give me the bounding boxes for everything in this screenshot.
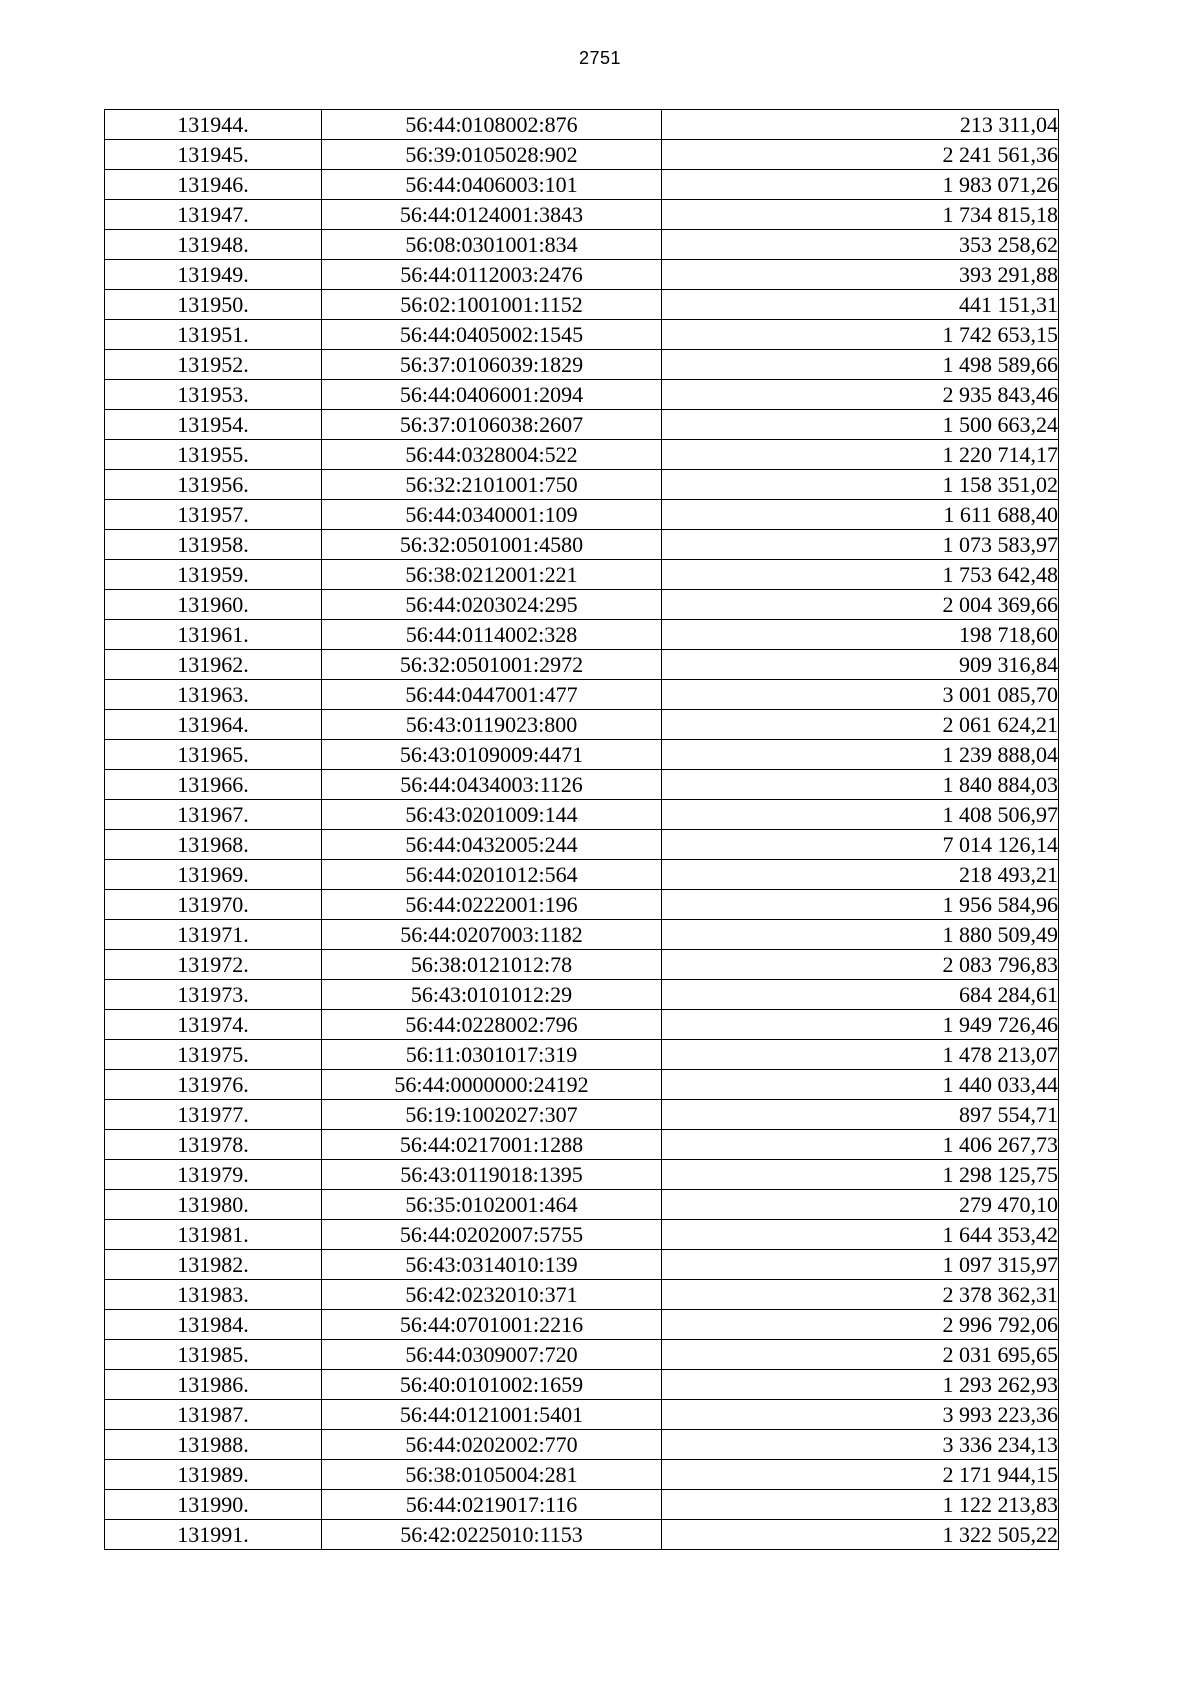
cadastral-number-cell: 56:37:0106038:2607 <box>322 410 662 440</box>
row-number-cell: 131965. <box>105 740 322 770</box>
page-number: 2751 <box>578 48 622 68</box>
cadastral-number-cell: 56:38:0212001:221 <box>322 560 662 590</box>
table-row <box>105 1010 1059 1040</box>
cadastral-value-cell: 2 241 561,36 <box>662 140 1059 170</box>
cadastral-number-cell: 56:44:0114002:328 <box>322 620 662 650</box>
table-row <box>105 590 1059 620</box>
table-row <box>105 980 1059 1010</box>
table-row <box>105 770 1059 800</box>
cadastral-number-cell: 56:44:0201012:564 <box>322 860 662 890</box>
row-number-cell: 131962. <box>105 650 322 680</box>
row-number-cell: 131989. <box>105 1460 322 1490</box>
cadastral-number-cell: 56:19:1002027:307 <box>322 1100 662 1130</box>
cadastral-value-cell: 1 440 033,44 <box>662 1070 1059 1100</box>
cadastral-number-cell: 56:44:0434003:1126 <box>322 770 662 800</box>
row-number-cell: 131956. <box>105 470 322 500</box>
cadastral-value-cell: 279 470,10 <box>662 1190 1059 1220</box>
cadastral-value-cell: 1 239 888,04 <box>662 740 1059 770</box>
row-number-cell: 131945. <box>105 140 322 170</box>
cadastral-value-cell: 1 983 071,26 <box>662 170 1059 200</box>
cadastral-number-cell: 56:02:1001001:1152 <box>322 290 662 320</box>
table-row <box>105 260 1059 290</box>
row-number-cell: 131968. <box>105 830 322 860</box>
cadastral-value-cell: 213 311,04 <box>662 110 1059 140</box>
cadastral-number-cell: 56:44:0112003:2476 <box>322 260 662 290</box>
cadastral-value-cell: 2 083 796,83 <box>662 950 1059 980</box>
row-number-cell: 131946. <box>105 170 322 200</box>
table-row <box>105 830 1059 860</box>
cadastral-value-cell: 684 284,61 <box>662 980 1059 1010</box>
table-row <box>105 1190 1059 1220</box>
cadastral-number-cell: 56:44:0219017:116 <box>322 1490 662 1520</box>
table-row <box>105 560 1059 590</box>
cadastral-value-cell: 2 061 624,21 <box>662 710 1059 740</box>
row-number-cell: 131986. <box>105 1370 322 1400</box>
table-row <box>105 170 1059 200</box>
table-row <box>105 890 1059 920</box>
cadastral-value-cell: 1 753 642,48 <box>662 560 1059 590</box>
cadastral-number-cell: 56:44:0000000:24192 <box>322 1070 662 1100</box>
row-number-cell: 131959. <box>105 560 322 590</box>
row-number-cell: 131952. <box>105 350 322 380</box>
cadastral-value-cell: 2 171 944,15 <box>662 1460 1059 1490</box>
table-row <box>105 1310 1059 1340</box>
cadastral-number-cell: 56:44:0406001:2094 <box>322 380 662 410</box>
cadastral-number-cell: 56:11:0301017:319 <box>322 1040 662 1070</box>
cadastral-number-cell: 56:44:0328004:522 <box>322 440 662 470</box>
cadastral-number-cell: 56:44:0108002:876 <box>322 110 662 140</box>
cadastral-number-cell: 56:38:0121012:78 <box>322 950 662 980</box>
table-row <box>105 1340 1059 1370</box>
row-number-cell: 131964. <box>105 710 322 740</box>
cadastral-number-cell: 56:39:0105028:902 <box>322 140 662 170</box>
table-row <box>105 530 1059 560</box>
cadastral-number-cell: 56:44:0217001:1288 <box>322 1130 662 1160</box>
row-number-cell: 131967. <box>105 800 322 830</box>
cadastral-number-cell: 56:44:0222001:196 <box>322 890 662 920</box>
cadastral-number-cell: 56:44:0203024:295 <box>322 590 662 620</box>
table-row <box>105 1280 1059 1310</box>
cadastral-number-cell: 56:44:0340001:109 <box>322 500 662 530</box>
row-number-cell: 131970. <box>105 890 322 920</box>
cadastral-number-cell: 56:44:0701001:2216 <box>322 1310 662 1340</box>
table-row <box>105 1130 1059 1160</box>
table-row <box>105 410 1059 440</box>
row-number-cell: 131955. <box>105 440 322 470</box>
table-row <box>105 650 1059 680</box>
cadastral-value-cell: 1 322 505,22 <box>662 1520 1059 1550</box>
cadastral-value-cell: 3 001 085,70 <box>662 680 1059 710</box>
cadastral-number-cell: 56:44:0405002:1545 <box>322 320 662 350</box>
cadastral-number-cell: 56:44:0309007:720 <box>322 1340 662 1370</box>
table-row <box>105 140 1059 170</box>
cadastral-value-cell: 3 336 234,13 <box>662 1430 1059 1460</box>
cadastral-value-cell: 2 004 369,66 <box>662 590 1059 620</box>
cadastral-number-cell: 56:43:0314010:139 <box>322 1250 662 1280</box>
cadastral-value-cell: 1 293 262,93 <box>662 1370 1059 1400</box>
table-row <box>105 500 1059 530</box>
cadastral-value-cell: 1 122 213,83 <box>662 1490 1059 1520</box>
table-row <box>105 1460 1059 1490</box>
cadastral-number-cell: 56:44:0124001:3843 <box>322 200 662 230</box>
table-row <box>105 710 1059 740</box>
cadastral-number-cell: 56:38:0105004:281 <box>322 1460 662 1490</box>
row-number-cell: 131984. <box>105 1310 322 1340</box>
cadastral-value-cell: 1 097 315,97 <box>662 1250 1059 1280</box>
cadastral-value-cell: 1 880 509,49 <box>662 920 1059 950</box>
cadastral-value-cell: 1 949 726,46 <box>662 1010 1059 1040</box>
table-row <box>105 230 1059 260</box>
row-number-cell: 131954. <box>105 410 322 440</box>
cadastral-number-cell: 56:42:0232010:371 <box>322 1280 662 1310</box>
row-number-cell: 131988. <box>105 1430 322 1460</box>
table-row <box>105 1040 1059 1070</box>
table-row <box>105 350 1059 380</box>
cadastral-number-cell: 56:44:0202002:770 <box>322 1430 662 1460</box>
cadastral-value-cell: 1 298 125,75 <box>662 1160 1059 1190</box>
cadastral-number-cell: 56:40:0101002:1659 <box>322 1370 662 1400</box>
table-row <box>105 860 1059 890</box>
row-number-cell: 131971. <box>105 920 322 950</box>
cadastral-value-cell: 441 151,31 <box>662 290 1059 320</box>
table-row <box>105 200 1059 230</box>
cadastral-number-cell: 56:08:0301001:834 <box>322 230 662 260</box>
row-number-cell: 131960. <box>105 590 322 620</box>
cadastral-value-cell: 1 611 688,40 <box>662 500 1059 530</box>
row-number-cell: 131985. <box>105 1340 322 1370</box>
row-number-cell: 131951. <box>105 320 322 350</box>
row-number-cell: 131953. <box>105 380 322 410</box>
cadastral-value-cell: 1 220 714,17 <box>662 440 1059 470</box>
table-row <box>105 1370 1059 1400</box>
cadastral-value-cell: 2 996 792,06 <box>662 1310 1059 1340</box>
row-number-cell: 131969. <box>105 860 322 890</box>
cadastral-number-cell: 56:43:0109009:4471 <box>322 740 662 770</box>
cadastral-value-cell: 1 734 815,18 <box>662 200 1059 230</box>
cadastral-number-cell: 56:37:0106039:1829 <box>322 350 662 380</box>
cadastral-value-cell: 1 408 506,97 <box>662 800 1059 830</box>
cadastral-value-cell: 198 718,60 <box>662 620 1059 650</box>
cadastral-number-cell: 56:44:0207003:1182 <box>322 920 662 950</box>
cadastral-value-cell: 1 956 584,96 <box>662 890 1059 920</box>
table-row <box>105 320 1059 350</box>
cadastral-value-cell: 1 742 653,15 <box>662 320 1059 350</box>
table-row <box>105 950 1059 980</box>
row-number-cell: 131990. <box>105 1490 322 1520</box>
table-row <box>105 620 1059 650</box>
row-number-cell: 131966. <box>105 770 322 800</box>
cadastral-value-cell: 1 478 213,07 <box>662 1040 1059 1070</box>
table-row <box>105 1160 1059 1190</box>
cadastral-number-cell: 56:32:0501001:4580 <box>322 530 662 560</box>
cadastral-value-cell: 218 493,21 <box>662 860 1059 890</box>
cadastral-number-cell: 56:32:2101001:750 <box>322 470 662 500</box>
row-number-cell: 131961. <box>105 620 322 650</box>
cadastral-number-cell: 56:44:0228002:796 <box>322 1010 662 1040</box>
cadastral-number-cell: 56:43:0101012:29 <box>322 980 662 1010</box>
row-number-cell: 131979. <box>105 1160 322 1190</box>
row-number-cell: 131973. <box>105 980 322 1010</box>
table-row <box>105 440 1059 470</box>
cadastral-number-cell: 56:35:0102001:464 <box>322 1190 662 1220</box>
table-row <box>105 470 1059 500</box>
cadastral-value-cell: 1 158 351,02 <box>662 470 1059 500</box>
cadastral-number-cell: 56:43:0119023:800 <box>322 710 662 740</box>
row-number-cell: 131977. <box>105 1100 322 1130</box>
row-number-cell: 131957. <box>105 500 322 530</box>
cadastral-value-cell: 3 993 223,36 <box>662 1400 1059 1430</box>
table-row <box>105 1070 1059 1100</box>
cadastral-value-cell: 1 500 663,24 <box>662 410 1059 440</box>
cadastral-value-cell: 1 498 589,66 <box>662 350 1059 380</box>
row-number-cell: 131963. <box>105 680 322 710</box>
table-row <box>105 920 1059 950</box>
table-row <box>105 800 1059 830</box>
cadastral-value-cell: 909 316,84 <box>662 650 1059 680</box>
cadastral-number-cell: 56:44:0406003:101 <box>322 170 662 200</box>
table-row <box>105 1400 1059 1430</box>
table-row <box>105 1250 1059 1280</box>
table-row <box>105 1520 1059 1550</box>
cadastral-value-cell: 1 840 884,03 <box>662 770 1059 800</box>
row-number-cell: 131978. <box>105 1130 322 1160</box>
row-number-cell: 131947. <box>105 200 322 230</box>
row-number-cell: 131976. <box>105 1070 322 1100</box>
cadastral-number-cell: 56:43:0201009:144 <box>322 800 662 830</box>
table-row <box>105 110 1059 140</box>
table-row <box>105 680 1059 710</box>
table-row <box>105 1100 1059 1130</box>
cadastral-number-cell: 56:44:0432005:244 <box>322 830 662 860</box>
row-number-cell: 131974. <box>105 1010 322 1040</box>
cadastral-number-cell: 56:44:0202007:5755 <box>322 1220 662 1250</box>
row-number-cell: 131948. <box>105 230 322 260</box>
table-row <box>105 1220 1059 1250</box>
row-number-cell: 131950. <box>105 290 322 320</box>
row-number-cell: 131981. <box>105 1220 322 1250</box>
table-row <box>105 290 1059 320</box>
cadastral-value-cell: 2 378 362,31 <box>662 1280 1059 1310</box>
row-number-cell: 131983. <box>105 1280 322 1310</box>
cadastral-value-cell: 1 644 353,42 <box>662 1220 1059 1250</box>
cadastral-number-cell: 56:44:0121001:5401 <box>322 1400 662 1430</box>
row-number-cell: 131980. <box>105 1190 322 1220</box>
table-row <box>105 1490 1059 1520</box>
row-number-cell: 131982. <box>105 1250 322 1280</box>
row-number-cell: 131958. <box>105 530 322 560</box>
cadastral-value-cell: 2 935 843,46 <box>662 380 1059 410</box>
cadastral-value-cell: 897 554,71 <box>662 1100 1059 1130</box>
row-number-cell: 131991. <box>105 1520 322 1550</box>
table-row <box>105 1430 1059 1460</box>
cadastral-number-cell: 56:32:0501001:2972 <box>322 650 662 680</box>
row-number-cell: 131944. <box>105 110 322 140</box>
row-number-cell: 131972. <box>105 950 322 980</box>
cadastral-value-table <box>104 109 1059 1550</box>
cadastral-value-cell: 2 031 695,65 <box>662 1340 1059 1370</box>
cadastral-value-cell: 393 291,88 <box>662 260 1059 290</box>
table-row <box>105 740 1059 770</box>
table-row <box>105 380 1059 410</box>
cadastral-number-cell: 56:42:0225010:1153 <box>322 1520 662 1550</box>
cadastral-value-cell: 1 406 267,73 <box>662 1130 1059 1160</box>
row-number-cell: 131975. <box>105 1040 322 1070</box>
cadastral-value-cell: 1 073 583,97 <box>662 530 1059 560</box>
cadastral-value-cell: 353 258,62 <box>662 230 1059 260</box>
cadastral-number-cell: 56:44:0447001:477 <box>322 680 662 710</box>
cadastral-number-cell: 56:43:0119018:1395 <box>322 1160 662 1190</box>
cadastral-value-cell: 7 014 126,14 <box>662 830 1059 860</box>
table-body <box>105 110 1059 1550</box>
row-number-cell: 131949. <box>105 260 322 290</box>
row-number-cell: 131987. <box>105 1400 322 1430</box>
